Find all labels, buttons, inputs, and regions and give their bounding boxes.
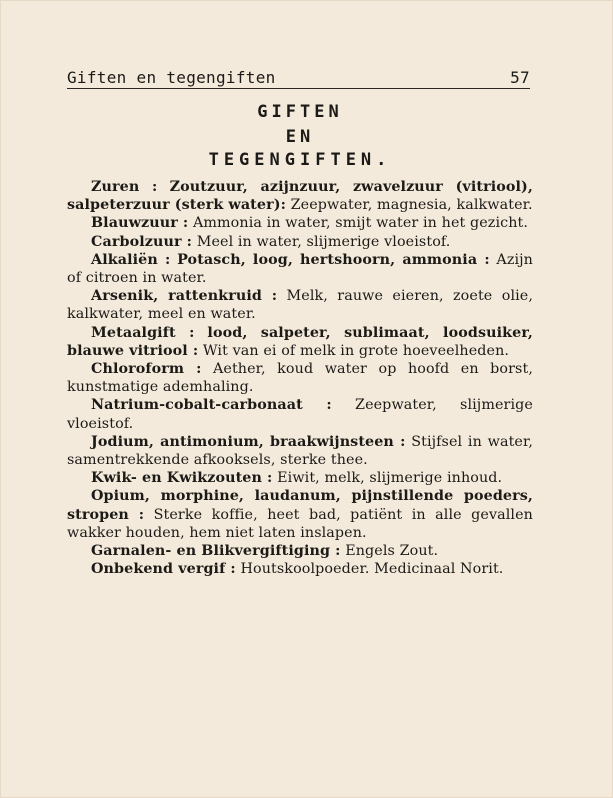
entry-natrium (67, 396, 533, 432)
entry-remedy: Meel in water, slijmerige vloeistof. (196, 233, 451, 250)
entry-term: Jodium, antimonium, braakwijnsteen : (91, 433, 406, 450)
entry-term: Alkaliën : (91, 251, 171, 268)
entry-remedy: Melk, rauwe eieren, zoete olie, kalkwater, meel en water. (67, 288, 533, 323)
title-line-3: TEGENGIFTEN. (208, 150, 392, 170)
entry-remedy: Wit van ei of melk in grote hoeveelheden. (202, 342, 510, 359)
entry-term: Zuren : (91, 179, 158, 195)
entry-remedy: Aether, koud water op hoofd en borst, kunstmatige ademhaling. (67, 361, 533, 396)
entry-chloroform (67, 360, 533, 396)
entry-opium (67, 487, 533, 542)
entry-term: Garnalen- en Blikvergiftiging : (91, 543, 341, 560)
entry-remedy: Zeepwater, slijmerige vloeistof. (67, 397, 533, 432)
entries-list (67, 178, 533, 578)
entry-alkalien (67, 251, 533, 287)
entry-kwik (67, 469, 533, 487)
entry-remedy: Sterke koffie, heet bad, patiënt in alle gevallen wakker houden, hem niet laten inslapen. (67, 506, 533, 541)
entry-term: Carbolzuur : (91, 233, 193, 250)
entry-term-rest: Potasch, loog, hertshoorn, ammonia : (177, 251, 490, 268)
entry-remedy: Azijn of citroen in water. (67, 251, 533, 287)
entry-arsenik (67, 287, 533, 323)
entry-garnalen (67, 542, 533, 560)
entry-term: Blauwzuur : (91, 215, 189, 232)
title-line-2: EN (285, 127, 315, 147)
entry-term: Natrium-cobalt-carbonaat : (91, 397, 332, 414)
entry-term: Kwik- en Kwikzouten : (91, 470, 273, 487)
entry-blauwzuur (67, 214, 533, 232)
entry-remedy: Houtskoolpoeder. Medicinaal Norit. (240, 561, 504, 578)
title-line-1: GIFTEN (257, 102, 343, 122)
entry-term: Opium, morphine, laudanum, pijnstillende poeders, stropen : (67, 488, 533, 523)
entry-carbolzuur (67, 233, 533, 251)
entry-remedy: Zeepwater, magnesia, kalkwater. (290, 197, 533, 214)
entry-jodium (67, 433, 533, 469)
running-title: Giften en tegengiften (67, 68, 276, 87)
entry-term: Metaalgift : (91, 324, 195, 341)
entry-term: Chloroform : (91, 361, 202, 378)
entry-term: Onbekend vergif : (91, 561, 236, 578)
page-number: 57 (510, 68, 530, 87)
entry-remedy: Ammonia in water, smijt water in het gezicht. (192, 215, 529, 232)
entry-remedy: Engels Zout. (345, 543, 439, 560)
entry-term-rest: lood, salpeter, sublimaat, loodsuiker, blauwe vitriool : (67, 324, 533, 359)
header-rule (67, 88, 530, 89)
entry-term: Arsenik, rattenkruid : (91, 288, 278, 305)
entry-onbekend (67, 560, 533, 578)
entry-zuren (67, 178, 533, 214)
entry-remedy: Stijfsel in water, samentrekkende afkooksels, sterke thee. (67, 433, 534, 469)
entry-remedy: Eiwit, melk, slijmerige inhoud. (277, 470, 503, 487)
entry-term-rest: Zoutzuur, azijnzuur, zwavelzuur (vitriool), salpeterzuur (sterk water): (67, 179, 533, 214)
running-header (67, 67, 530, 87)
entry-metaalgift (67, 324, 533, 360)
